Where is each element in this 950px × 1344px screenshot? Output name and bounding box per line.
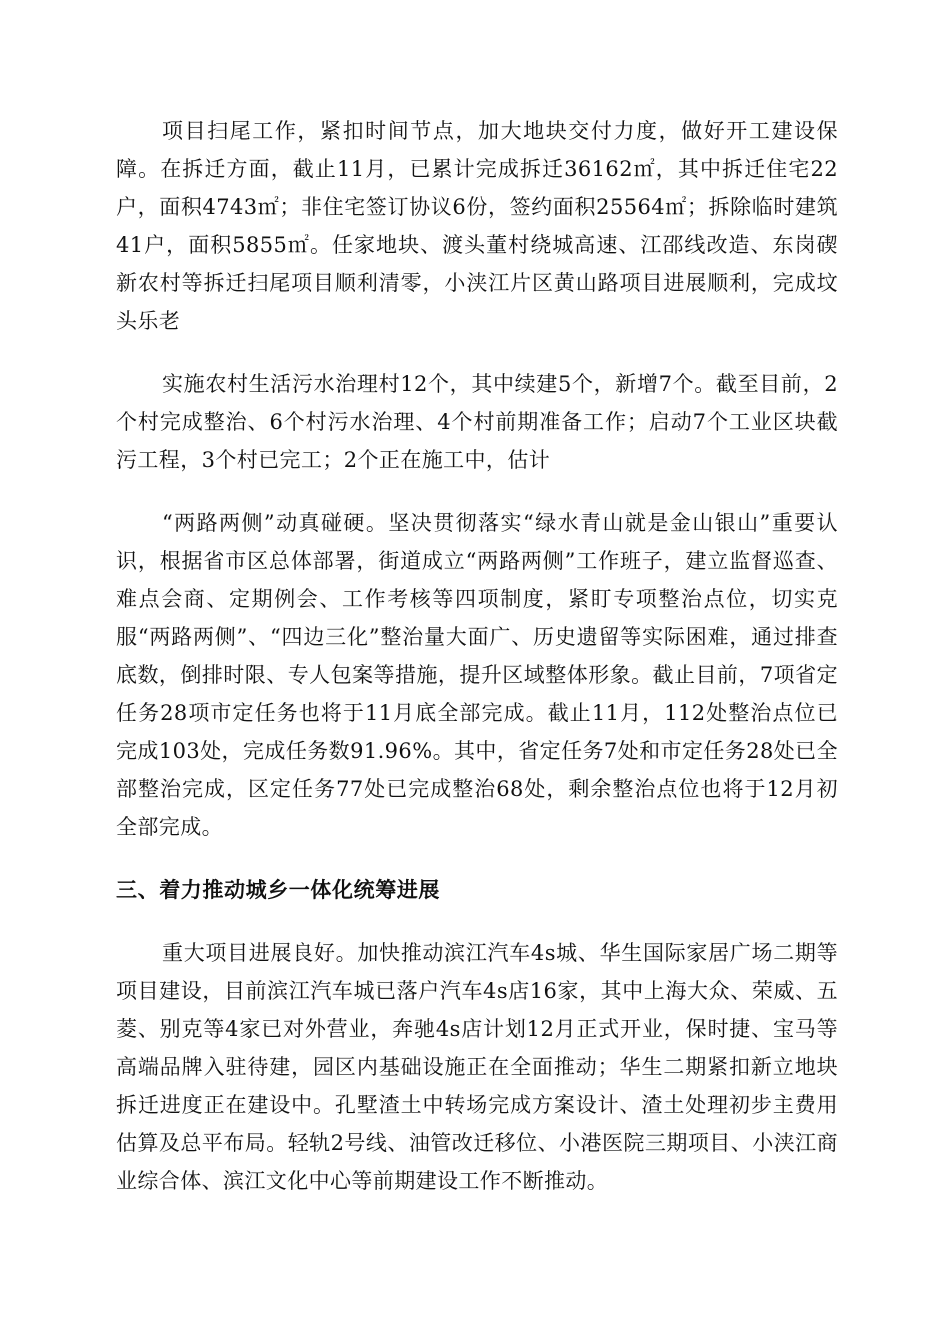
paragraph-demolition: 项目扫尾工作，紧扣时间节点，加大地块交付力度，做好开工建设保障。在拆迁方面，截止11月，已累计完成拆迁36162㎡，其中拆迁住宅22户，面积4743㎡；非住宅签订协议6份，签约面积25564㎡；拆除临时建筑41户，面积5855㎡。任家地块、渡头董村绕城高速、江邵线改造、东岗碶新农村等拆迁扫尾项目顺利清零，小浃江片区黄山路项目进展顺利，完成坟头乐老: [116, 119, 838, 333]
paragraph-major-projects: 重大项目进展良好。加快推动滨江汽车4s城、华生国际家居广场二期等项目建设，目前滨江汽车城已落户汽车4s店16家，其中上海大众、荣威、五菱、别克等4家已对外营业，奔驰4s店计划12月正式开业，保时捷、宝马等高端品牌入驻待建，园区内基础设施正在全面推动；华生二期紧扣新立地块拆迁进度正在建设中。孔墅渣土中转场完成方案设计、渣土处理初步主费用估算及总平布局。轻轨2号线、油管改迁移位、小港医院三期项目、小浃江商业综合体、滨江文化中心等前期建设工作不断推动。: [116, 941, 838, 1193]
section-heading: 三、着力推动城乡一体化统筹进展: [116, 878, 440, 902]
paragraph-sewage-treatment: 实施农村生活污水治理村12个，其中续建5个，新增7个。截至目前，2个村完成整治、6个村污水治理、4个村前期准备工作；启动7个工业区块截污工程，3个村已完工；2个正在施工中，估计: [116, 372, 838, 472]
document-body: [116, 112, 838, 1225]
paragraph-two-roads-two-sides: “两路两侧”动真碰硬。坚决贯彻落实“绿水青山就是金山银山”重要认识，根据省市区总体部署，街道成立“两路两侧”工作班子，建立监督巡查、难点会商、定期例会、工作考核等四项制度，紧盯专项整治点位，切实克服“两路两侧”、“四边三化”整治量大面广、历史遗留等实际困难，通过排查底数，倒排时限、专人包案等措施，提升区域整体形象。截止目前，7项省定任务28项市定任务也将于11月底全部完成。截止11月，112处整治点位已完成103处，完成任务数91.96%。其中，省定任务7处和市定任务28处已全部整治完成，区定任务77处已完成整治68处，剩余整治点位也将于12月初全部完成。: [116, 511, 838, 839]
